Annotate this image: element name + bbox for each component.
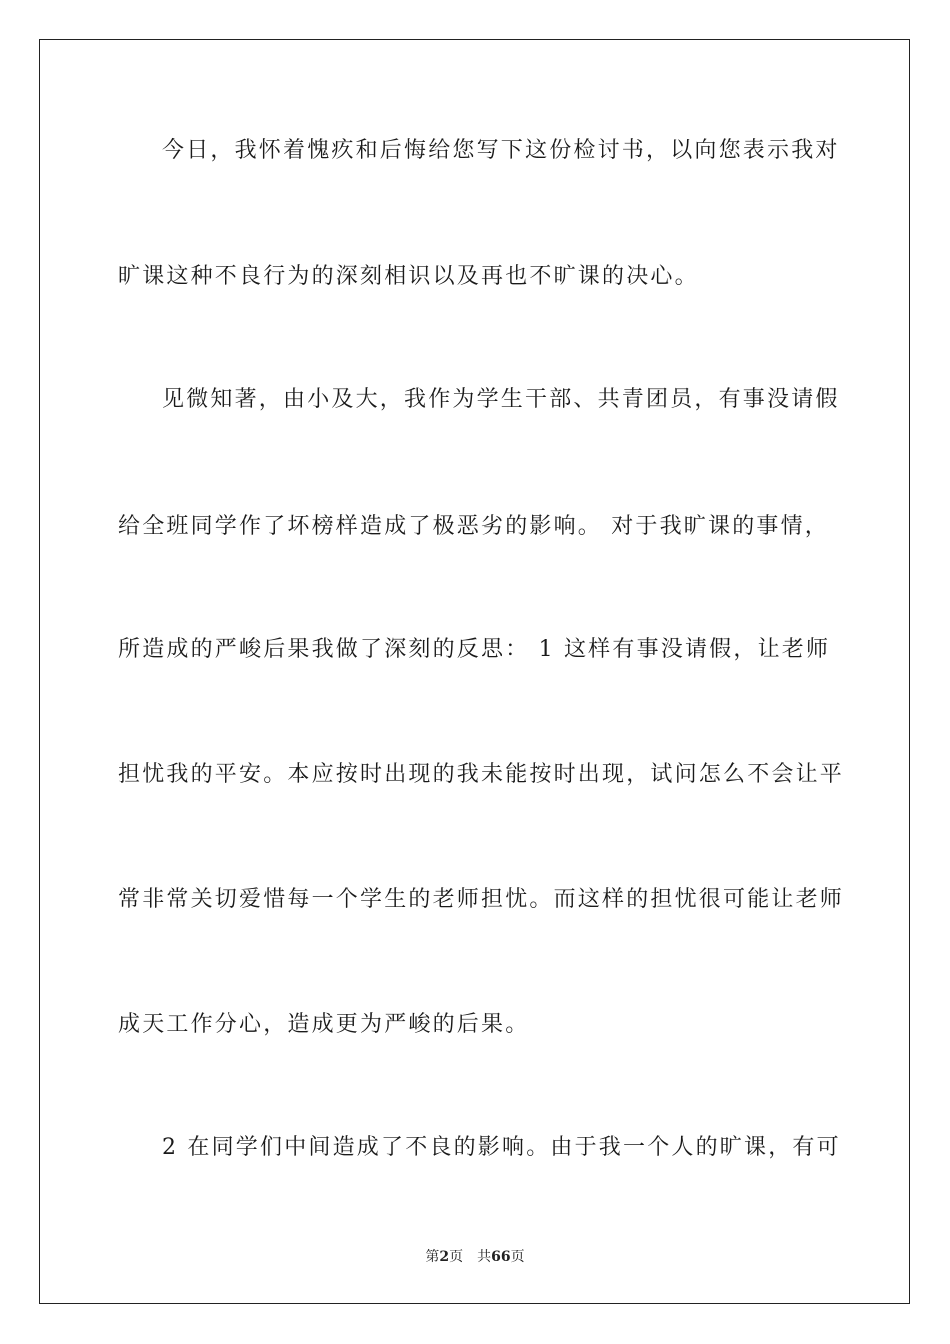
footer-suffix: 页 <box>510 1249 525 1265</box>
paragraph-2-line-6: 成天工作分心，造成更为严峻的后果。 <box>118 1012 530 1037</box>
paragraph-2-line-2: 给全班同学作了坏榜样造成了极恶劣的影响。 对于我旷课的事情， <box>118 514 829 539</box>
paragraph-2-line-1: 见微知著，由小及大，我作为学生干部、共青团员，有事没请假 <box>162 387 840 412</box>
footer-total-pages: 66 <box>491 1249 511 1265</box>
paragraph-3-line-1: 2 在同学们中间造成了不良的影响。由于我一个人的旷课，有可 <box>162 1135 841 1160</box>
paragraph-1-line-1: 今日，我怀着愧疚和后悔给您写下这份检讨书，以向您表示我对 <box>162 138 840 163</box>
footer-current-page: 2 <box>439 1249 450 1265</box>
footer-prefix: 第 <box>425 1249 440 1265</box>
page-border <box>39 39 910 1304</box>
footer-mid: 页 共 <box>449 1249 492 1265</box>
paragraph-2-line-4: 担忧我的平安。本应按时出现的我未能按时出现，试问怎么不会让平 <box>118 762 845 787</box>
paragraph-1-line-2: 旷课这种不良行为的深刻相识以及再也不旷课的决心。 <box>118 264 699 289</box>
paragraph-2-line-3: 所造成的严峻后果我做了深刻的反思： 1 这样有事没请假，让老师 <box>118 637 831 662</box>
page-footer <box>0 1246 950 1266</box>
paragraph-2-line-5: 常非常关切爱惜每一个学生的老师担忧。而这样的担忧很可能让老师 <box>118 887 845 912</box>
